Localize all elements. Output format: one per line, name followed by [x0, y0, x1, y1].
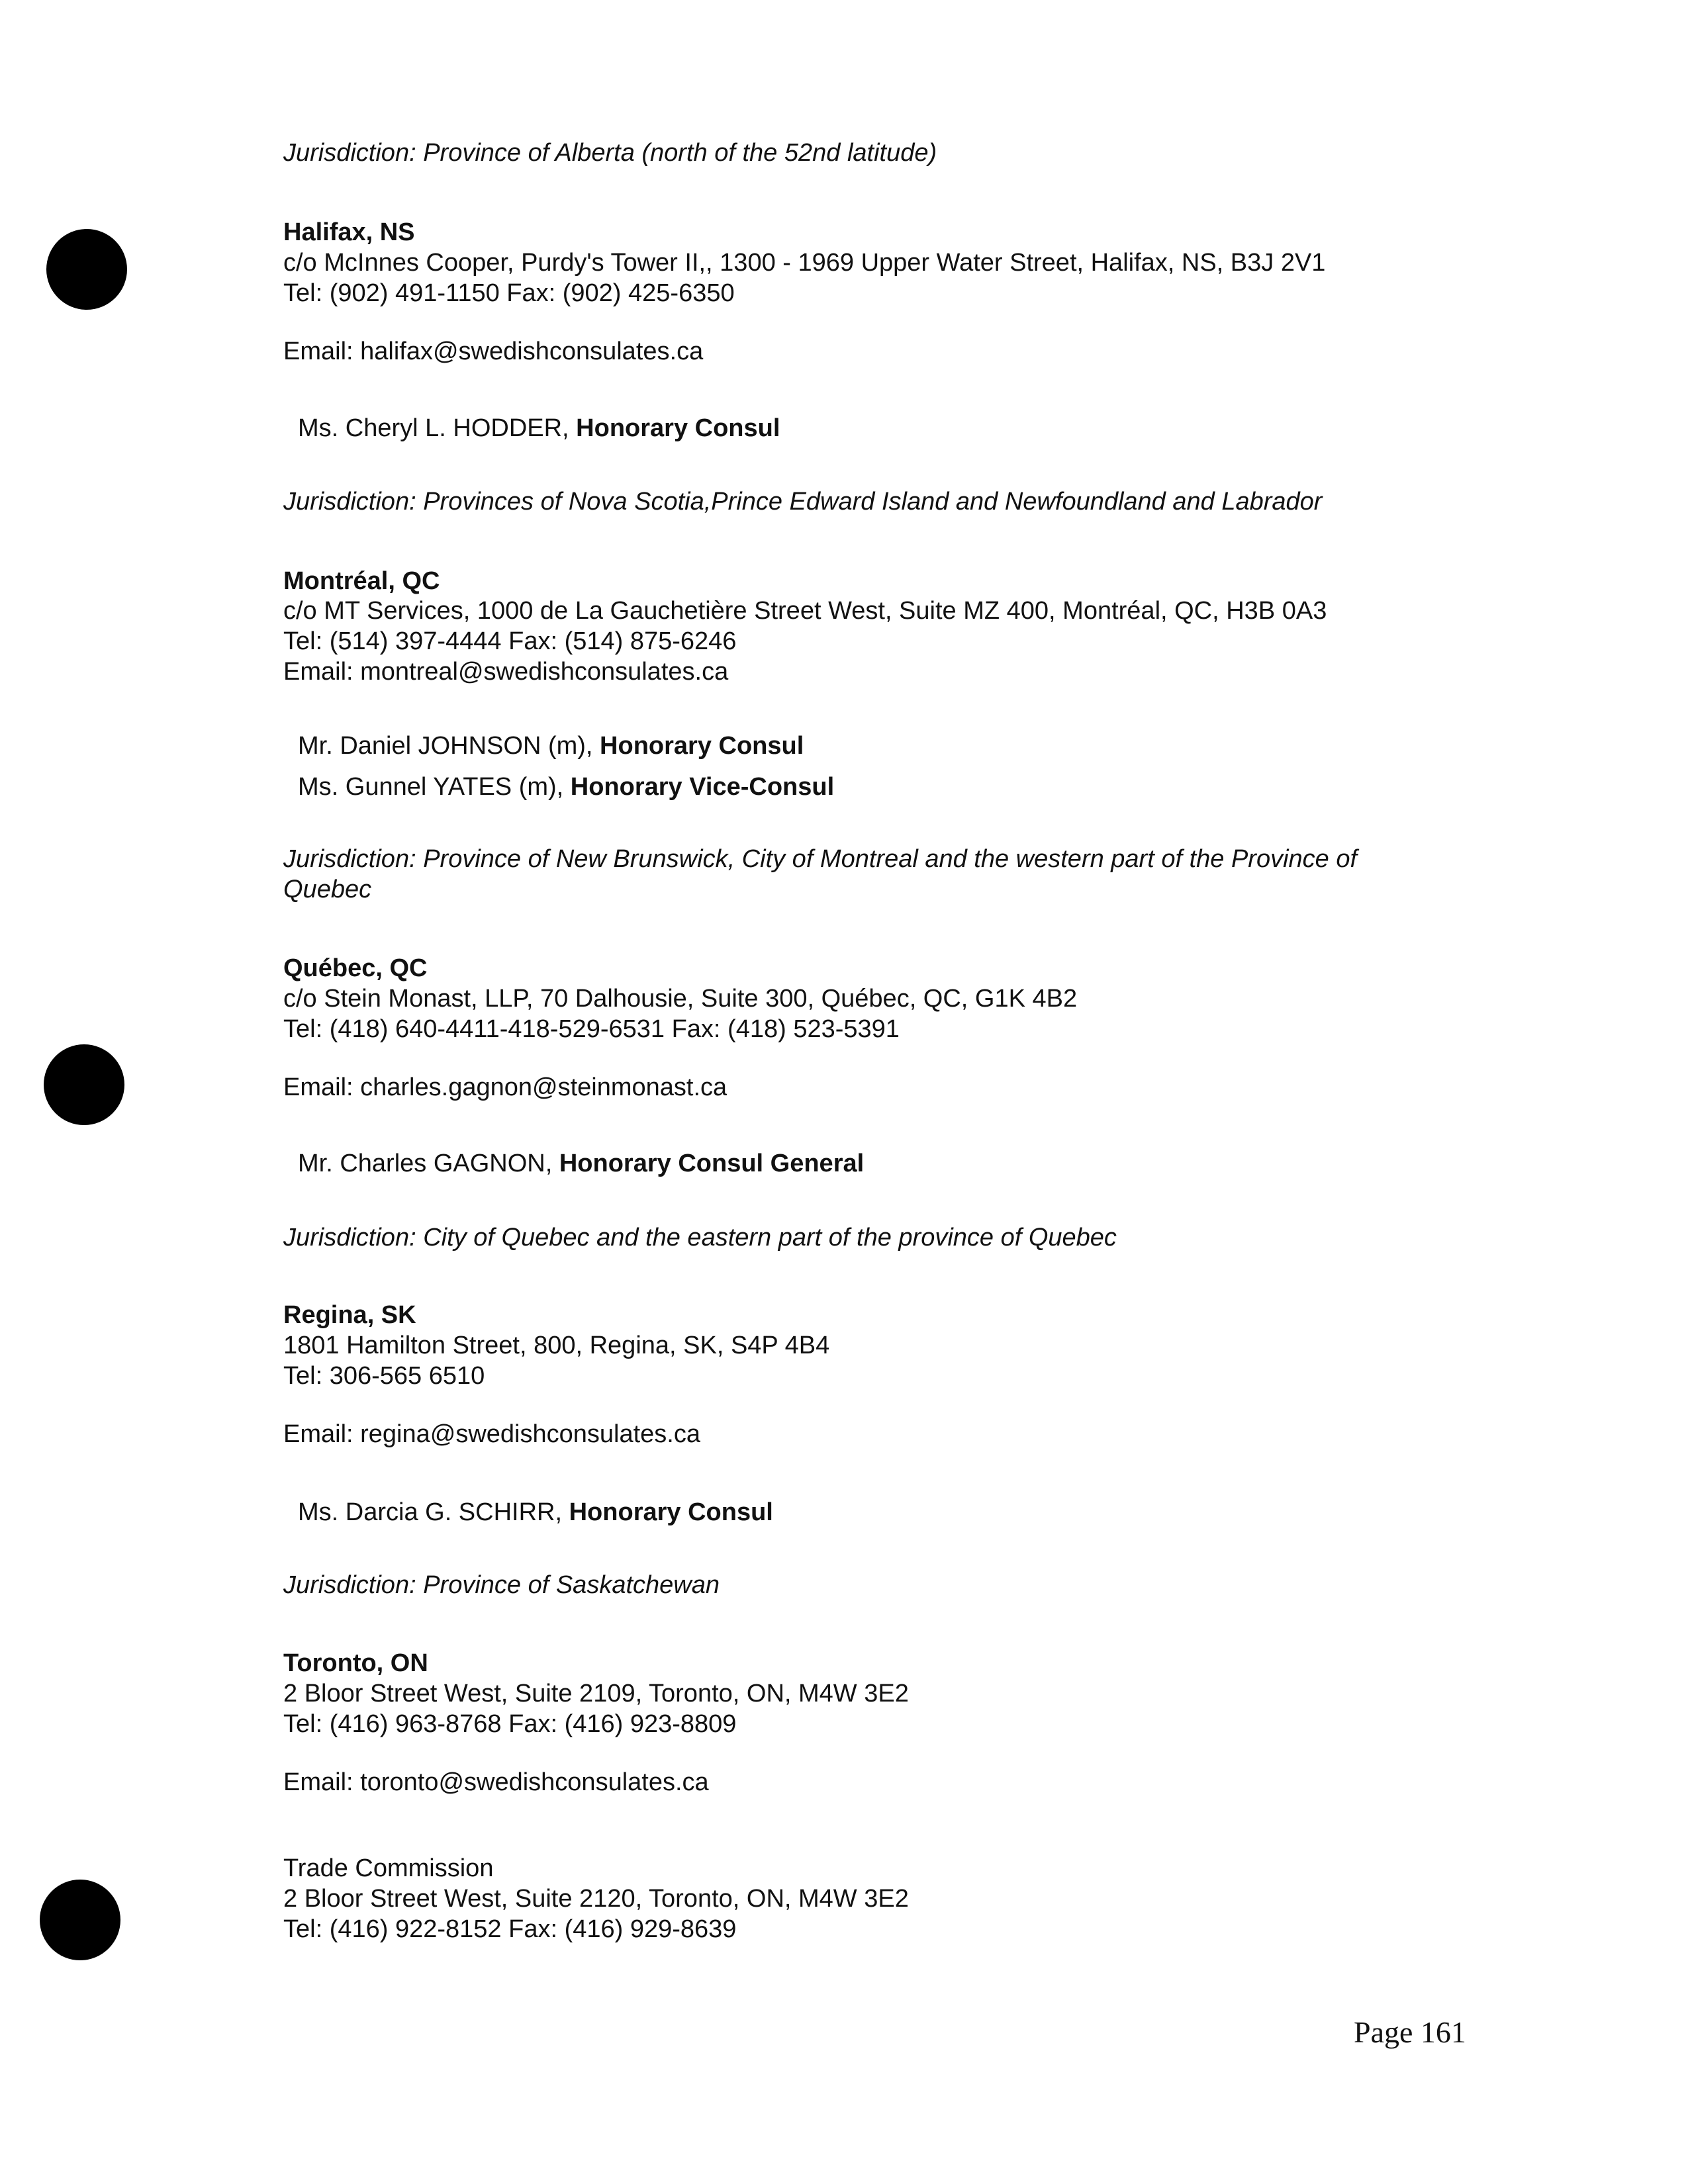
halifax-phone: Tel: (902) 491-1150 Fax: (902) 425-6350 — [283, 279, 735, 307]
montreal-phone: Tel: (514) 397-4444 Fax: (514) 875-6246 — [283, 627, 737, 655]
binder-hole — [46, 229, 127, 310]
halifax-jurisdiction: Jurisdiction: Provinces of Nova Scotia,Prince Edward Island and Newfoundland and Labrador — [283, 488, 1323, 516]
quebec-heading: Québec, QC — [283, 954, 428, 982]
binder-hole — [40, 1880, 120, 1960]
jurisdiction-alberta: Jurisdiction: Province of Alberta (north of the 52nd latitude) — [283, 139, 937, 167]
quebec-phone: Tel: (418) 640-4411-418-529-6531 Fax: (418) 523-5391 — [283, 1015, 900, 1043]
halifax-email: Email: halifax@swedishconsulates.ca — [283, 338, 704, 365]
montreal-vice-consul — [298, 772, 834, 802]
quebec-consul — [298, 1148, 864, 1179]
consul-name: Ms. Gunnel YATES (m), — [298, 773, 571, 801]
consul-title: Honorary Consul — [569, 1498, 773, 1526]
consul-title: Honorary Consul — [576, 414, 780, 442]
halifax-address: c/o McInnes Cooper, Purdy's Tower II,, 1300 - 1969 Upper Water Street, Halifax, NS, B3J 2V1 — [283, 249, 1326, 277]
regina-heading: Regina, SK — [283, 1301, 416, 1329]
toronto-phone: Tel: (416) 963-8768 Fax: (416) 923-8809 — [283, 1710, 737, 1738]
regina-phone: Tel: 306-565 6510 — [283, 1362, 485, 1390]
regina-consul — [298, 1497, 773, 1527]
quebec-jurisdiction: Jurisdiction: City of Quebec and the eastern part of the province of Quebec — [283, 1224, 1117, 1251]
toronto-email: Email: toronto@swedishconsulates.ca — [283, 1768, 709, 1796]
consul-title: Honorary Vice-Consul — [570, 773, 835, 801]
consul-name: Mr. Charles GAGNON, — [298, 1150, 559, 1177]
halifax-heading: Halifax, NS — [283, 218, 415, 246]
halifax-consul — [298, 413, 780, 443]
quebec-address: c/o Stein Monast, LLP, 70 Dalhousie, Suite 300, Québec, QC, G1K 4B2 — [283, 985, 1078, 1013]
toronto-address: 2 Bloor Street West, Suite 2109, Toronto, ON, M4W 3E2 — [283, 1680, 909, 1707]
trade-commission-phone: Tel: (416) 922-8152 Fax: (416) 929-8639 — [283, 1915, 737, 1943]
montreal-jurisdiction-line2: Quebec — [283, 876, 372, 903]
regina-address: 1801 Hamilton Street, 800, Regina, SK, S4P 4B4 — [283, 1332, 830, 1359]
trade-commission-address: 2 Bloor Street West, Suite 2120, Toronto, ON, M4W 3E2 — [283, 1885, 909, 1913]
page-number: Page 161 — [1354, 2015, 1466, 2049]
consul-title: Honorary Consul — [600, 732, 804, 760]
binder-hole — [44, 1044, 124, 1125]
toronto-heading: Toronto, ON — [283, 1649, 428, 1677]
quebec-email: Email: charles.gagnon@steinmonast.ca — [283, 1073, 727, 1101]
trade-commission-heading: Trade Commission — [283, 1854, 494, 1882]
regina-email: Email: regina@swedishconsulates.ca — [283, 1420, 700, 1448]
montreal-jurisdiction-line1: Jurisdiction: Province of New Brunswick, City of Montreal and the western part of the Province of — [283, 845, 1358, 873]
consul-name: Ms. Cheryl L. HODDER, — [298, 414, 577, 442]
montreal-email: Email: montreal@swedishconsulates.ca — [283, 658, 729, 686]
regina-jurisdiction: Jurisdiction: Province of Saskatchewan — [283, 1571, 720, 1599]
consul-name: Mr. Daniel JOHNSON (m), — [298, 732, 600, 760]
consul-title: Honorary Consul General — [559, 1150, 865, 1177]
montreal-consul — [298, 731, 804, 761]
consul-name: Ms. Darcia G. SCHIRR, — [298, 1498, 569, 1526]
montreal-heading: Montréal, QC — [283, 567, 440, 595]
montreal-address: c/o MT Services, 1000 de La Gauchetière Street West, Suite MZ 400, Montréal, QC, H3B 0A3 — [283, 597, 1327, 625]
